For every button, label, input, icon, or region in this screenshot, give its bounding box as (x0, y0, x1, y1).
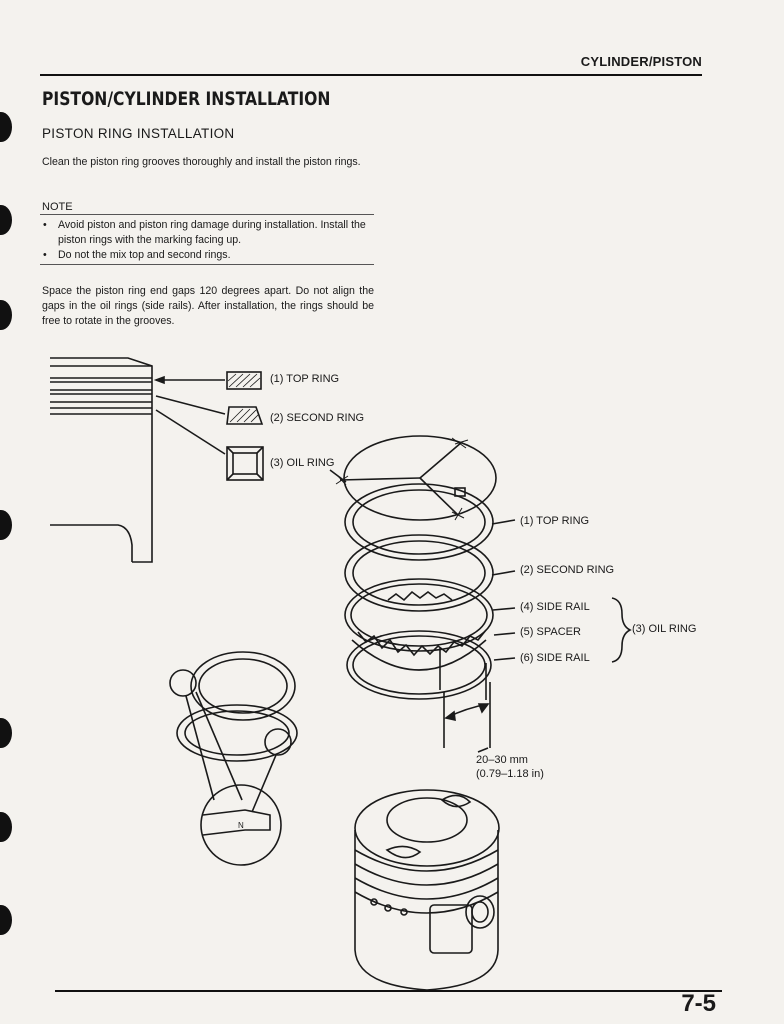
page-title: PISTON/CYLINDER INSTALLATION (42, 88, 331, 110)
section-subtitle: PISTON RING INSTALLATION (42, 126, 235, 141)
oil-ring-brace (612, 598, 630, 662)
piston-cross-section (50, 358, 152, 562)
top-ring (345, 484, 493, 560)
marked-rings (170, 652, 297, 865)
second-ring (345, 535, 493, 611)
gap-spec-metric: 20–30 mm (476, 754, 528, 766)
oil-ring-profile (227, 447, 263, 480)
svg-text:N: N (238, 821, 244, 830)
note-item: • Avoid piston and piston ring damage during installation. Install the piston rings with the marking facing up. (42, 218, 376, 248)
section-title: CYLINDER/PISTON (580, 54, 702, 69)
label-oil-ring: (3) OIL RING (270, 457, 335, 469)
leader-line (156, 396, 225, 414)
gap-spec-imperial: (0.79–1.18 in) (476, 768, 544, 780)
label-top-ring-exploded: (1) TOP RING (520, 515, 590, 527)
page-number: 7-5 (681, 990, 716, 1017)
side-rail-lower (347, 631, 491, 699)
label-side-rail-lower: (6) SIDE RAIL (520, 652, 590, 664)
label-side-rail-upper: (4) SIDE RAIL (520, 601, 590, 613)
note-item: • Do not the mix top and second rings. (42, 248, 376, 263)
note-label: NOTE (42, 201, 73, 213)
leader-line (156, 410, 225, 454)
piston (355, 790, 499, 990)
label-spacer: (5) SPACER (520, 626, 581, 638)
label-oil-ring-group: (3) OIL RING (632, 623, 697, 635)
label-second-ring: (2) SECOND RING (270, 412, 365, 424)
footer-rule (55, 990, 722, 992)
label-top-ring: (1) TOP RING (270, 373, 340, 385)
intro-paragraph: Clean the piston ring grooves thoroughly and install the piston rings. (42, 156, 361, 168)
label-second-ring-exploded: (2) SECOND RING (520, 564, 615, 576)
instructions-paragraph: Space the piston ring end gaps 120 degrees apart. Do not align the gaps in the oil rings (side rails). After installation, the rings should be free to rotate in the grooves. (42, 285, 374, 327)
